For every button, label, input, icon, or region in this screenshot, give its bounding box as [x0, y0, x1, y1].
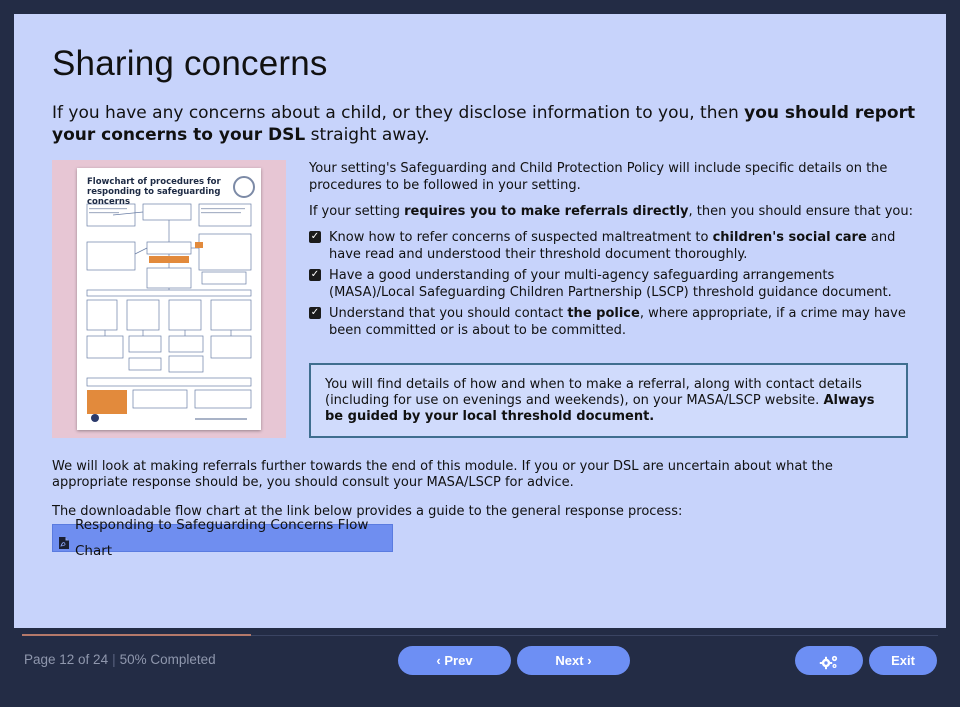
checkbox-checked-icon: ✓ [310, 231, 320, 242]
list-item-prefix: Have a good understanding of your multi-agency safeguarding arrangements (MASA)/Local Safeguarding Children Partnership (LSCP) threshold guidance document. [329, 268, 892, 300]
referral-bold: requires you to make referrals directly [404, 204, 689, 219]
flowchart-diagram-image [77, 168, 261, 430]
policy-paragraph: Your setting's Safeguarding and Child Protection Policy will include specific details on the procedures to be followed in your setting. [309, 161, 888, 193]
referral-note-box [309, 363, 908, 438]
list-item-prefix: Know how to refer concerns of suspected maltreatment to [329, 230, 713, 245]
note-text: You will find details of how and when to make a referral, along with contact details (including for use on evenings and weekends), on your MASA/LSCP website. [325, 377, 862, 408]
settings-button[interactable] [795, 646, 863, 675]
checklist [309, 229, 919, 339]
prev-label: Prev [444, 653, 473, 668]
exit-label: Exit [891, 653, 915, 668]
list-item-text [329, 229, 919, 263]
list-item [309, 305, 919, 339]
prev-button[interactable] [398, 646, 511, 675]
intro-prefix: If you have any concerns about a child, or they disclose information to you, then [52, 103, 745, 123]
list-item [309, 267, 919, 301]
note-bold: Always be guided by your local threshold document. [325, 393, 875, 424]
intro-text [52, 102, 922, 146]
list-item-suffix: and have read and understood their threshold document thoroughly. [329, 230, 896, 262]
list-item-bold: children's social care [712, 230, 867, 245]
chevron-right-icon: › [587, 653, 592, 668]
list-item-prefix: Understand that you should contact [329, 306, 568, 321]
gears-icon [819, 654, 839, 670]
logo-icon [233, 176, 255, 198]
progress-bar [22, 634, 251, 636]
pdf-file-icon [59, 532, 69, 544]
guidance-column [309, 160, 919, 343]
referral-paragraph [309, 203, 919, 220]
next-label: Next [555, 653, 584, 668]
download-paragraph: The downloadable flow chart at the link below provides a guide to the general response process: [52, 504, 683, 519]
checkbox-checked-icon: ✓ [310, 269, 320, 280]
next-button[interactable] [517, 646, 630, 675]
list-item-suffix: , where appropriate, if a crime may have been committed or is about to be committed. [329, 306, 906, 338]
slide-content [14, 14, 946, 628]
list-item-bold: the police [567, 306, 640, 321]
completion-status: 50% Completed [119, 652, 216, 667]
checkbox-checked-icon: ✓ [310, 307, 320, 318]
page-status [24, 652, 216, 667]
referral-suffix: , then you should ensure that you: [688, 204, 913, 219]
chevron-left-icon: ‹ [436, 653, 441, 668]
page-number: Page 12 of 24 [24, 652, 109, 667]
flowchart-download-label: Responding to Safeguarding Concerns Flow Chart [75, 517, 369, 559]
flowchart-thumbnail [52, 160, 286, 438]
page-title: Sharing concerns [52, 44, 328, 83]
list-item [309, 229, 919, 263]
referral-prefix: If your setting [309, 204, 405, 219]
flowchart-download-link[interactable] [52, 517, 393, 559]
intro-bold: you should report your concerns to your DSL [52, 103, 916, 145]
flowchart-document-image [77, 168, 261, 430]
flowchart-thumbnail-title: Flowchart of procedures for responding to safeguarding concerns [87, 177, 221, 207]
status-separator: | [112, 652, 116, 667]
further-paragraph: We will look at making referrals further towards the end of this module. If you or your DSL are uncertain about what the appropriate response should be, you should consult your MASA/LSCP for advice. [52, 459, 833, 490]
intro-suffix: straight away. [305, 125, 430, 145]
list-item-text [329, 267, 919, 301]
list-item-text [329, 305, 919, 339]
exit-button[interactable] [869, 646, 937, 675]
